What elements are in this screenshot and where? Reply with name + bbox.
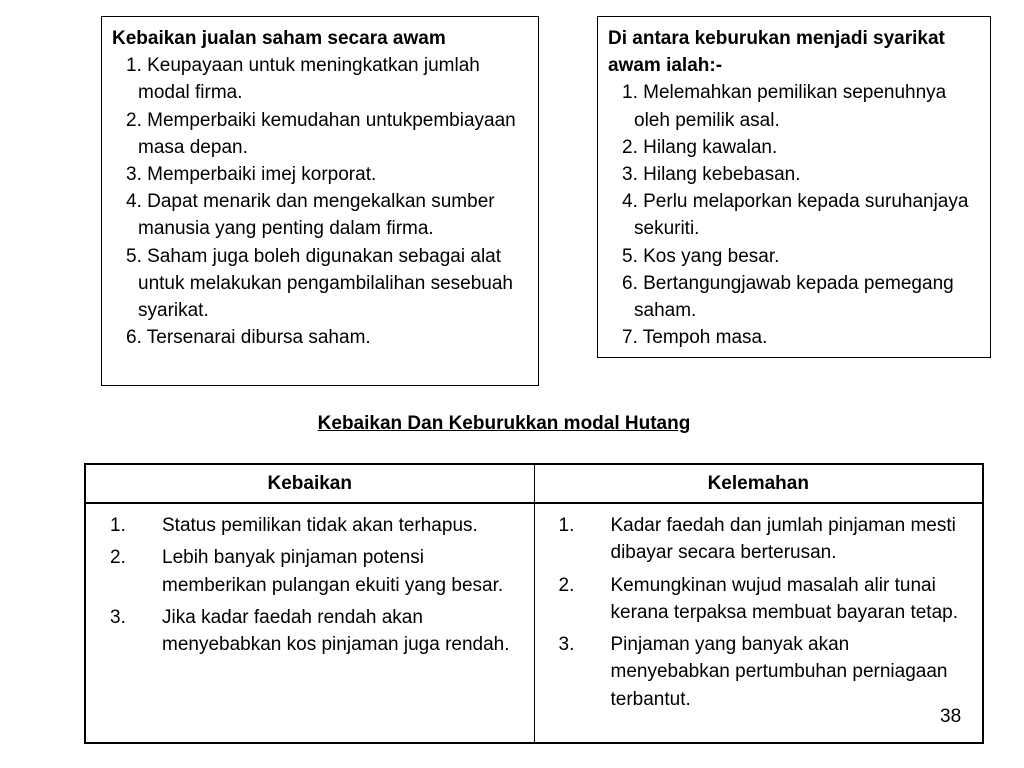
list-item: 2. Memperbaiki kemudahan untukpembiayaan masa depan. — [126, 109, 516, 158]
list-item: 1. Melemahkan pemilikan sepenuhnya oleh pemilik asal. — [622, 82, 947, 131]
header-kebaikan: Kebaikan — [85, 464, 534, 503]
item-text: Kemungkinan wujud masalah alir tunai kerana terpaksa membuat bayaran tetap. — [610, 574, 958, 623]
header-kelemahan: Kelemahan — [534, 464, 983, 503]
list-item: 1. Keupayaan untuk meningkatkan jumlah modal firma. — [126, 55, 480, 104]
list-item: 5. Saham juga boleh digunakan sebagai alat untuk melakukan pengambilalihan sesebuah syarikat. — [126, 245, 513, 322]
list-item — [110, 544, 524, 599]
disadvantages-box-title: Di antara keburukan menjadi syarikat awam ialah:- — [608, 28, 945, 77]
list-item — [559, 572, 973, 627]
disadvantages-public-company-box — [597, 16, 991, 358]
item-text: Lebih banyak pinjaman potensi memberikan pulangan ekuiti yang besar. — [162, 547, 504, 596]
item-text: Pinjaman yang banyak akan menyebabkan pertumbuhan perniagaan terbantut. — [610, 634, 948, 710]
item-number: 2. — [110, 547, 126, 569]
kelemahan-list — [559, 512, 973, 713]
table-header-row — [85, 464, 983, 503]
list-item: 7. Tempoh masa. — [622, 327, 768, 349]
advantages-public-share-box — [101, 16, 539, 386]
kebaikan-cell — [85, 503, 534, 743]
kebaikan-list — [110, 512, 524, 658]
list-item: 6. Bertangungjawab kepada pemegang saham. — [622, 272, 954, 322]
item-number: 1. — [558, 515, 575, 536]
list-item — [559, 631, 973, 713]
page-number: 38 — [940, 706, 962, 727]
advantages-box-title: Kebaikan jualan saham secara awam — [112, 28, 446, 49]
list-item — [110, 604, 524, 659]
item-number: 2. — [558, 574, 575, 596]
kelemahan-cell — [534, 503, 983, 743]
disadvantages-list — [608, 79, 980, 351]
item-number: 1. — [110, 515, 126, 536]
advantages-list — [112, 52, 528, 351]
list-item: 2. Hilang kawalan. — [622, 136, 778, 158]
item-number: 3. — [110, 606, 126, 628]
list-item: 3. Hilang kebebasan. — [622, 164, 801, 186]
table-row — [85, 503, 983, 743]
section-heading: Kebaikan Dan Keburukkan modal Hutang — [317, 413, 691, 434]
list-item: 6. Tersenarai dibursa saham. — [126, 327, 371, 349]
item-text: Kadar faedah dan jumlah pinjaman mesti dibayar secara berterusan. — [610, 515, 956, 564]
list-item — [110, 512, 524, 539]
list-item: 4. Dapat menarik dan mengekalkan sumber manusia yang penting dalam firma. — [126, 191, 495, 240]
list-item: 5. Kos yang besar. — [622, 245, 780, 267]
item-number: 3. — [558, 634, 575, 656]
item-text: Jika kadar faedah rendah akan menyebabkan kos pinjaman juga rendah. — [162, 606, 510, 656]
list-item — [559, 512, 973, 567]
item-text: Status pemilikan tidak akan terhapus. — [162, 515, 478, 536]
list-item: 4. Perlu melaporkan kepada suruhanjaya sekuriti. — [622, 191, 969, 240]
list-item: 3. Memperbaiki imej korporat. — [126, 164, 377, 186]
debt-capital-table — [84, 463, 984, 744]
